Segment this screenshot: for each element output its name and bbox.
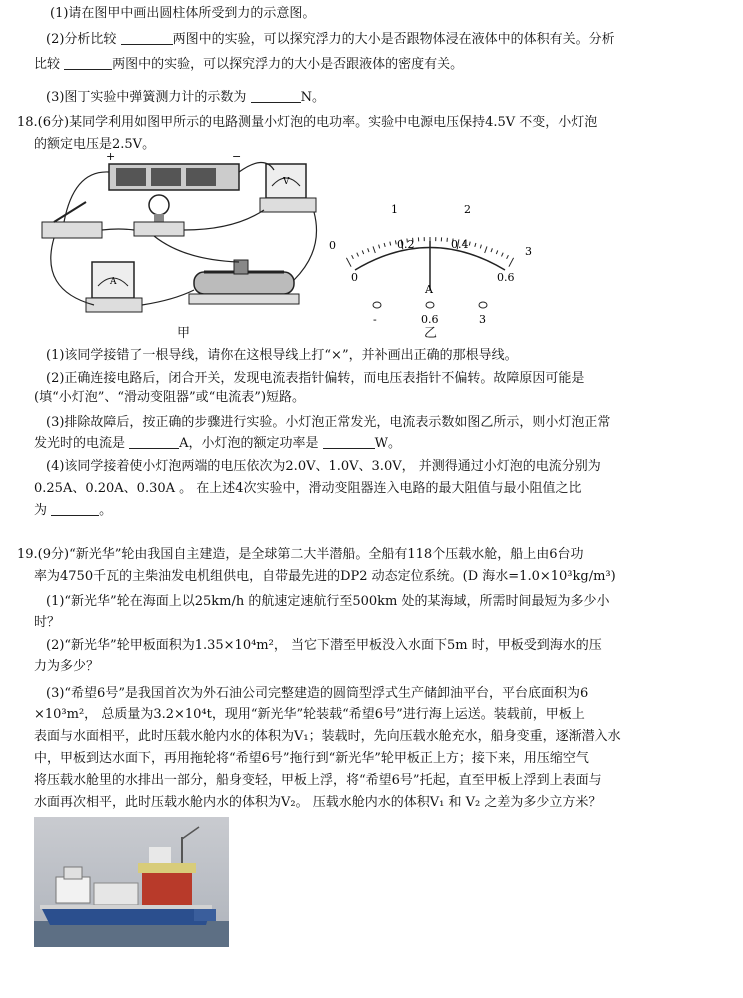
- dial-tick: [352, 255, 354, 259]
- dial-tick: [480, 245, 481, 249]
- dial-tick: [469, 242, 470, 246]
- answer-blank[interactable]: [121, 30, 173, 45]
- answer-blank[interactable]: [51, 501, 99, 516]
- dial-tick: [368, 248, 369, 252]
- q17-part3: (3)图丁实验中弹簧测力计的示数为 N。: [46, 90, 325, 105]
- q19-header: 19.(9分)“新光华”轮由我国自主建造，是全球第二大半潜船。全船有118个压载水舱，船上由6台功: [17, 547, 584, 562]
- q19-header2: 率为4750千瓦的主柴油发电机组供电，自带最先进的DP2 动态定位系统。(D 海水=1.0×10³kg/m³): [34, 569, 616, 584]
- q18-part2b: (填“小灯泡”、“滑动变阻器”或“电流表”)短路。: [34, 390, 306, 405]
- dial-inner-tick-2: 0.4: [451, 238, 469, 251]
- answer-blank[interactable]: [323, 434, 375, 449]
- svg-text:−: −: [232, 150, 242, 163]
- dial-tick: [373, 246, 375, 253]
- dial-tick: [357, 253, 359, 257]
- dial-tick: [384, 243, 385, 247]
- dial-tick: [485, 246, 487, 253]
- dial-inner-tick-1: 0.2: [397, 238, 415, 251]
- q19-part3f: 水面再次相平，此时压载水舱内水的体积为V₂。 压载水舱内水的体积V₁ 和 V₂ 之差为多少立方米？: [34, 795, 602, 810]
- q17-part2a: (2)分析比较 两图中的实验，可以探究浮力的大小是否跟物体浸在液体中的体积有关。分析: [46, 32, 615, 47]
- q18-part1: (1)该同学接错了一根导线，请你在这根导线上打“×”，并补画出正确的那根导线。: [46, 348, 518, 363]
- bulb-icon: [134, 195, 184, 236]
- terminal-label-06: 0.6: [421, 313, 439, 326]
- figure-label-yi: 乙: [424, 326, 438, 341]
- switch-icon: [42, 202, 102, 238]
- dial-tick: [346, 258, 351, 267]
- svg-text:A: A: [110, 277, 117, 287]
- dial-left-end: 0: [329, 239, 336, 252]
- q18-header2: 的额定电压是2.5V。: [34, 137, 156, 152]
- q18-part4b: 0.25A、0.20A、0.30A 。 在上述4次实验中，滑动变阻器连入电路的最大阻值与最小阻值之比: [34, 481, 582, 496]
- q17-part2b: 比较 两图中的实验，可以探究浮力的大小是否跟液体的密度有关。: [34, 57, 464, 72]
- circuit-figure: [34, 150, 334, 335]
- dial-unit: A: [425, 283, 433, 296]
- q19-part3e: 将压载水舱里的水排出一部分，船身变轻，甲板上浮，将“希望6号”托起，直至甲板上浮到上表面与: [34, 773, 602, 788]
- dial-tick: [475, 243, 476, 247]
- dial-right-end: 3: [525, 245, 532, 258]
- q18-part4: (4)该同学接着使小灯泡两端的电压依次为2.0V、1.0V、3.0V， 并测得通过小灯泡的电流分别为: [46, 459, 601, 474]
- q19-part3c: 表面与水面相平，此时压载水舱内水的体积为V₁；装载时，先向压载水舱充水，船身变重，逐渐潜入水: [34, 729, 621, 744]
- dial-tick: [390, 242, 391, 246]
- dial-inner-right-end: 0.6: [497, 271, 515, 284]
- q18-header: 18.(6分)某同学利用如图甲所示的电路测量小灯泡的电功率。实验中电源电压保持4.5V 不变，小灯泡: [17, 115, 598, 130]
- terminal-label-3: 3: [479, 313, 486, 326]
- answer-blank[interactable]: [129, 434, 179, 449]
- q19-part1: (1)“新光华”轮在海面上以25km/h 的航速定速航行至500km 处的某海域，所需时间最短为多少小: [46, 594, 610, 609]
- q19-part3b: ×10³m²， 总质量为3.2×10⁴t，现用“新光华”轮装载“希望6号”进行海上运送。装载前，甲板上: [34, 707, 585, 722]
- dial-top-tick-2: 2: [464, 203, 471, 216]
- figure-label-jia: 甲: [177, 326, 191, 341]
- q19-part1b: 时？: [34, 615, 61, 630]
- q19-part2b: 力为多少？: [34, 659, 100, 674]
- dial-top-tick-1: 1: [391, 203, 398, 216]
- dial-tick: [491, 248, 492, 252]
- dial-tick: [496, 250, 498, 254]
- rheostat-icon: [189, 260, 299, 304]
- answer-blank[interactable]: [251, 88, 301, 103]
- dial-inner-left-end: 0: [351, 271, 358, 284]
- dial-tick: [362, 250, 364, 254]
- ammeter-icon: [86, 262, 142, 312]
- ship-photo: [34, 817, 229, 947]
- dial-tick: [502, 253, 504, 257]
- dial-tick: [379, 245, 380, 249]
- q18-part2: (2)正确连接电路后，闭合开关，发现电流表指针偏转，而电压表指针不偏转。故障原因可能是: [46, 371, 585, 386]
- answer-blank[interactable]: [64, 55, 112, 70]
- dial-tick: [507, 255, 509, 259]
- terminal-label-minus: -: [373, 313, 377, 326]
- q19-part3d: 中，甲板到达水面下，再用拖轮将“希望6号”拖行到“新光华”轮甲板正上方；接下来，用压缩空气: [34, 751, 589, 766]
- terminal-icons: [373, 302, 487, 308]
- q18-part4c: 为 。: [34, 503, 113, 518]
- svg-text:+: +: [106, 150, 116, 163]
- q18-part3: (3)排除故障后，按正确的步骤进行实验。小灯泡正常发光，电流表示数如图乙所示，则小灯泡正常: [46, 415, 611, 430]
- svg-text:V: V: [283, 177, 290, 187]
- ammeter-dial: [325, 185, 555, 345]
- q18-part3b: 发光时的电流是 A，小灯泡的额定功率是 W。: [34, 436, 402, 451]
- q19-part3: (3)“希望6号”是我国首次为外石油公司完整建造的圆筒型浮式生产储卸油平台，平台底面积为6: [46, 686, 589, 701]
- battery-icon: [106, 150, 241, 190]
- voltmeter-icon: [260, 164, 316, 212]
- q17-part1: (1)请在图甲中画出圆柱体所受到力的示意图。: [50, 6, 316, 21]
- dial-tick: [509, 258, 514, 267]
- q19-part2: (2)“新光华”轮甲板面积为1.35×10⁴m²， 当它下潜至甲板没入水面下5m 时，甲板受到海水的压: [46, 638, 602, 653]
